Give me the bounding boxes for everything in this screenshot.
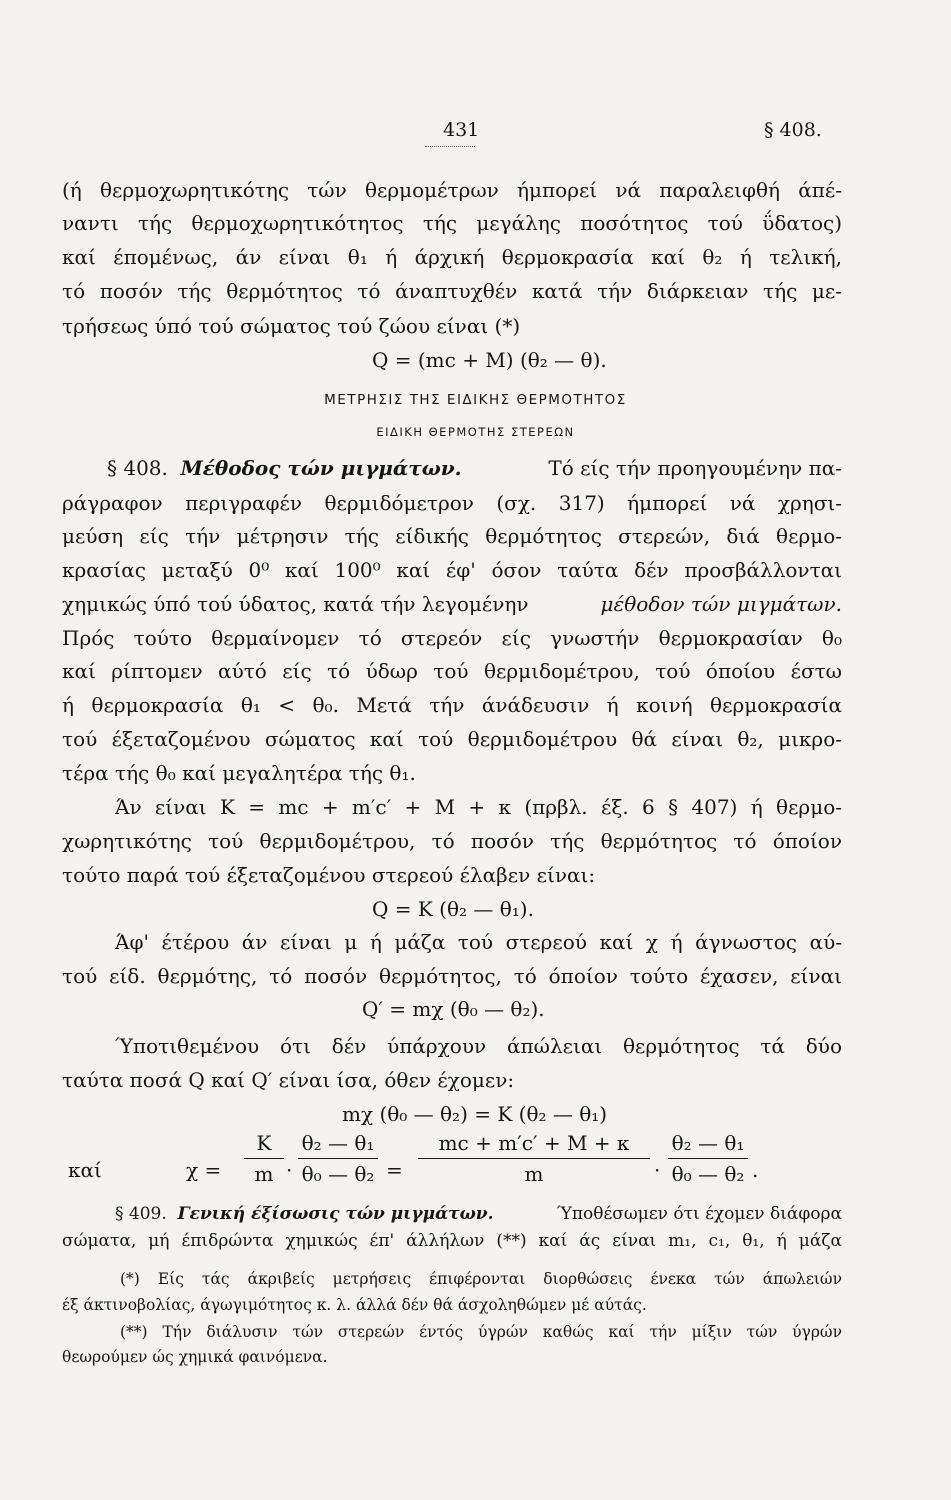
equation: Q = K (θ₂ — θ₁).: [372, 897, 534, 921]
text-line: τέρα τής θ₀ καί μεγαλητέρα τής θ₁.: [62, 761, 416, 785]
text-fragment: χημικώς ύπό τού ύδατος, κατά τήν λεγομένην: [62, 592, 529, 616]
fraction-heat-capacity-over-m: [418, 1131, 650, 1186]
text-line: τού έξεταζομένου σώματος καί τού θερμιδομέτρου θά είναι θ₂, μικρο-: [62, 727, 842, 751]
equation: mχ (θ₀ — θ₂) = K (θ₂ — θ₁): [342, 1102, 608, 1126]
fraction-bar: [418, 1158, 650, 1159]
text-line: τρήσεως ύπό τού σώματος τού ζώου είναι (*): [62, 314, 521, 338]
text-line: Τό είς τήν προηγουμένην πα-: [548, 456, 842, 480]
fraction-bar: [668, 1158, 748, 1159]
fraction-numerator: mc + m′c′ + M + κ: [438, 1131, 630, 1155]
text-line: ταύτα ποσά Q καί Q′ είναι ίσα, όθεν έχομεν:: [62, 1068, 515, 1092]
text-line: καί ρίπτομεν αύτό είς τό ύδωρ τού θερμιδομέτρου, τού όποίου έστω: [62, 659, 842, 683]
text-line: Πρός τούτο θερμαίνομεν τό στερεόν είς γνωστήν θερμοκρασίαν θ₀: [62, 626, 842, 650]
formula-lead-word: καί: [68, 1158, 102, 1182]
multiply-dot: ·: [654, 1158, 661, 1182]
section-408-first-line: [107, 455, 842, 481]
section-label: § 409.: [115, 1204, 167, 1224]
section-subheading: ΕΙΔΙΚΗ ΘΕΡΜΟΤΗΣ ΣΤΕΡΕΩΝ: [376, 425, 575, 439]
text-line: Άφ' έτέρου άν είναι μ ή μάζα τού στερεού καί χ ή άγνωστος αύ-: [115, 930, 842, 954]
fraction-denominator: m: [524, 1162, 544, 1186]
footnote-line: έξ άκτινοβολίας, άγωγιμότητος κ. λ. άλλά δέν θά άσχοληθώμεν μέ αύτάς.: [62, 1296, 647, 1314]
page-number: 431: [443, 119, 480, 141]
fraction-denominator: m: [254, 1162, 274, 1186]
text-line: [62, 591, 842, 617]
section-title: Γενική έξίσωσις τών μιγμάτων.: [177, 1204, 494, 1224]
text-line: ή θερμοκρασία θ₁ < θ₀. Μετά τήν άνάδευσιν ή κοινή θερμοκρασία: [62, 693, 842, 717]
formula-period: .: [752, 1158, 759, 1182]
text-line: χωρητικότης τού θερμιδομέτρου, τό ποσόν τής θερμότητος τό όποίον: [62, 829, 842, 853]
fraction-denominator: θ₀ — θ₂: [671, 1162, 745, 1186]
section-409-first-line: [115, 1201, 842, 1227]
fraction-bar: [244, 1158, 284, 1159]
text-line: τούτο παρά τού έξεταζομένου στερεού έλαβεν είναι:: [62, 863, 596, 887]
text-line: καί έπομένως, άν είναι θ₁ ή άρχική θερμοκρασία καί θ₂ ή τελική,: [62, 245, 842, 269]
fraction-numerator: θ₂ — θ₁: [671, 1131, 745, 1155]
section-mark: § 408.: [764, 119, 822, 141]
text-line: ναντι τής θερμοχωρητικότητος τής μεγάλης ποσότητος τού ΰδατος): [62, 211, 842, 235]
equals-sign: =: [386, 1158, 403, 1182]
section-title: Μέθοδος τών μιγμάτων.: [180, 456, 462, 480]
section-label: § 408.: [107, 456, 168, 480]
fraction-theta-ratio: [668, 1131, 748, 1186]
text-line: Ύποτιθεμένου ότι δέν ύπάρχουν άπώλειαι θερμότητος τά δύο: [115, 1034, 842, 1058]
footnote-line: (*) Είς τάς άκριβείς μετρήσεις έπιφέρονται διορθώσεις ένεκα τών άπωλειών: [120, 1270, 842, 1288]
text-line: Άν είναι K = mc + m′c′ + M + κ (πρβλ. έξ. 6 § 407) ή θερμο-: [115, 795, 842, 819]
fraction-denominator: θ₀ — θ₂: [301, 1162, 375, 1186]
footnote-line: θεωρούμεν ώς χημικά φαινόμενα.: [62, 1348, 328, 1366]
formula-lhs: χ =: [186, 1158, 222, 1182]
equation: Q′ = mχ (θ₀ — θ₂).: [362, 997, 545, 1021]
fraction-k-over-m: [244, 1131, 284, 1186]
fraction-numerator: θ₂ — θ₁: [301, 1131, 375, 1155]
fraction-numerator: K: [256, 1131, 272, 1155]
text-line: Ύποθέσωμεν ότι έχομεν διάφορα: [556, 1204, 842, 1224]
page-number-underline: [425, 146, 475, 147]
text-line: κρασίας μεταξύ 0⁰ καί 100⁰ καί έφ' όσον ταύτα δέν προσβάλλονται: [62, 558, 842, 582]
fraction-theta-ratio: [298, 1131, 378, 1186]
fraction-bar: [298, 1158, 378, 1159]
multiply-dot: ·: [286, 1158, 293, 1182]
equation: Q = (mc + M) (θ₂ — θ).: [372, 348, 607, 372]
text-line: τό ποσόν τής θερμότητος τό άναπτυχθέν κατά τήν διάρκειαν τής με-: [62, 279, 842, 303]
section-heading: ΜΕΤΡΗΣΙΣ ΤΗΣ ΕΙΔΙΚΗΣ ΘΕΡΜΟΤΗΤΟΣ: [324, 392, 627, 408]
text-line: τού είδ. θερμότης, τό ποσόν θερμότητος, τό όποίον τούτο έχασεν, είναι: [62, 964, 842, 988]
italic-term: μέθοδον τών μιγμάτων.: [600, 592, 842, 616]
text-line: ράγραφον περιγραφέν θερμιδόμετρον (σχ. 317) ήμπορεί νά χρησι-: [62, 491, 842, 515]
text-line: (ή θερμοχωρητικότης τών θερμομέτρων ήμπορεί νά παραλειφθή άπέ-: [62, 178, 842, 202]
footnote-line: (**) Τήν διάλυσιν τών στερεών έντός ύγρών καθώς καί τήν μίξιν τών ύγρών: [120, 1323, 842, 1341]
text-line: σώματα, μή έπιδρώντα χημικώς έπ' άλλήλων (**) καί άς είναι m₁, c₁, θ₁, ή μάζα: [62, 1231, 842, 1251]
text-line: μεύση είς τήν μέτρησιν τής είδικής θερμότητος στερεών, διά θερμο-: [62, 524, 842, 548]
